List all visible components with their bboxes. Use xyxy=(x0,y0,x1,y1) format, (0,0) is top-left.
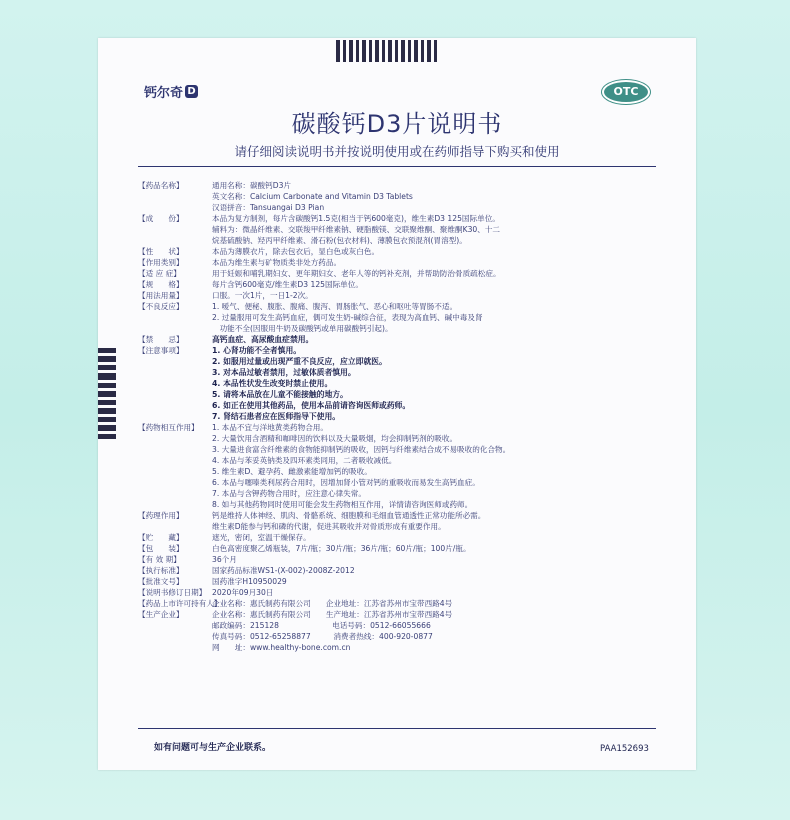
section-line: 每片含钙600毫克/维生素D3 125国际单位。 xyxy=(212,280,363,289)
section-row xyxy=(138,268,658,279)
top-barcode xyxy=(336,40,454,62)
document-subtitle: 请仔细阅读说明书并按说明使用或在药师指导下购买和使用 xyxy=(234,144,560,159)
section-row xyxy=(138,565,658,576)
section-label: 【贮 藏】 xyxy=(138,533,184,542)
section-line: 企业名称：惠氏制药有限公司 生产地址：江苏省苏州市宝带西路4号 xyxy=(212,610,453,619)
section-label: 【注意事项】 xyxy=(138,346,184,355)
section-line: 企业名称：惠氏制药有限公司 企业地址：江苏省苏州市宝带西路4号 xyxy=(212,599,453,608)
section-row xyxy=(138,290,658,301)
section-row xyxy=(138,587,658,598)
section-line: 用于妊娠和哺乳期妇女、更年期妇女、老年人等的钙补充剂，并帮助防治骨质疏松症。 xyxy=(212,269,501,278)
section-content xyxy=(212,587,658,598)
section-content xyxy=(212,279,658,290)
section-line: 1. 本品不宜与洋地黄类药物合用。 xyxy=(212,423,328,432)
footer-divider xyxy=(138,728,656,729)
side-barcode xyxy=(98,348,116,438)
section-row xyxy=(138,422,658,510)
section-content xyxy=(212,598,658,609)
section-content xyxy=(212,554,658,565)
section-label: 【规 格】 xyxy=(138,280,184,289)
section-line: 通用名称：碳酸钙D3片 xyxy=(212,181,292,190)
section-line: 国家药品标准WS1-(X-002)-2008Z-2012 xyxy=(212,566,355,575)
section-line: 辅料为：微晶纤维素、交联羧甲纤维素钠、硬脂酸镁、交联聚维酮、聚维酮K30、十二 xyxy=(212,225,501,234)
section-line: 7. 肾结石患者应在医师指导下使用。 xyxy=(212,412,341,421)
section-content xyxy=(212,609,658,653)
section-label: 【不良反应】 xyxy=(138,302,184,311)
section-line: 遮光，密闭，室温干燥保存。 xyxy=(212,533,311,542)
section-content xyxy=(212,576,658,587)
section-content xyxy=(212,532,658,543)
section-line: 网 址：www.healthy-bone.com.cn xyxy=(212,643,351,652)
section-line: 36个月 xyxy=(212,555,237,564)
section-label: 【药理作用】 xyxy=(138,511,184,520)
section-row xyxy=(138,532,658,543)
section-content xyxy=(212,301,658,334)
section-content xyxy=(212,180,658,213)
section-row xyxy=(138,334,658,345)
section-label: 【药品上市许可持有人】 xyxy=(138,599,222,608)
section-row xyxy=(138,180,658,213)
section-line: 本品为复方制剂，每片含碳酸钙1.5克(相当于钙600毫克)，维生素D3 125国际单位。 xyxy=(212,214,500,223)
section-line: 7. 本品与含钾药物合用时，应注意心律失常。 xyxy=(212,489,366,498)
section-row xyxy=(138,543,658,554)
section-line: 3. 对本品过敏者禁用，过敏体质者慎用。 xyxy=(212,368,356,377)
section-content xyxy=(212,257,658,268)
brand-logo xyxy=(144,82,198,101)
section-line: 2020年09月30日 xyxy=(212,588,274,597)
section-line: 维生素D能参与钙和磷的代谢，促进其吸收并对骨质形成有重要作用。 xyxy=(212,522,446,531)
brand-mark: D xyxy=(185,85,198,98)
section-line: 本品为薄膜衣片，除去包衣后，显白色或灰白色。 xyxy=(212,247,380,256)
section-content xyxy=(212,543,658,554)
section-label: 【药物相互作用】 xyxy=(138,423,199,432)
section-content xyxy=(212,334,658,345)
contact-note: 如有问题可与生产企业联系。 xyxy=(154,743,272,753)
brand-name: 钙尔奇 xyxy=(144,86,184,101)
section-line: 口服。一次1片，一日1-2次。 xyxy=(212,291,313,300)
section-line: 3. 大量进食富含纤维素的食物能抑制钙的吸收，因钙与纤维素结合成不易吸收的化合物。 xyxy=(212,445,511,454)
section-line: 白色高密度聚乙烯瓶装，7片/瓶；30片/瓶；36片/瓶；60片/瓶；100片/瓶。 xyxy=(212,544,471,553)
section-line: 国药准字H10950029 xyxy=(212,577,287,586)
section-content xyxy=(212,290,658,301)
section-label: 【生产企业】 xyxy=(138,610,184,619)
section-row xyxy=(138,257,658,268)
section-label: 【作用类别】 xyxy=(138,258,184,267)
section-label: 【成 份】 xyxy=(138,214,184,223)
section-line: 8. 如与其他药物同时使用可能会发生药物相互作用，详情请咨询医师或药师。 xyxy=(212,500,473,509)
section-row xyxy=(138,598,658,609)
section-line: 2. 大量饮用含酒精和咖啡因的饮料以及大量吸烟，均会抑制钙剂的吸收。 xyxy=(212,434,458,443)
section-row xyxy=(138,301,658,334)
header-divider xyxy=(138,166,656,167)
section-line: 5. 请将本品放在儿童不能接触的地方。 xyxy=(212,390,348,399)
section-label: 【药品名称】 xyxy=(138,181,184,190)
section-row xyxy=(138,510,658,532)
section-row xyxy=(138,246,658,257)
section-label: 【有 效 期】 xyxy=(138,555,181,564)
section-label: 【包 装】 xyxy=(138,544,184,553)
section-list xyxy=(138,180,658,653)
section-content xyxy=(212,345,658,422)
section-content xyxy=(212,422,658,510)
section-line: 功能不全(因服用牛奶及碳酸钙或单用碳酸钙引起)。 xyxy=(212,324,393,333)
section-line: 邮政编码：215128 电话号码：0512-66055666 xyxy=(212,621,431,630)
section-label: 【适 应 症】 xyxy=(138,269,181,278)
section-content xyxy=(212,268,658,279)
section-line: 6. 如正在使用其他药品，使用本品前请咨询医师或药师。 xyxy=(212,401,411,410)
section-row xyxy=(138,609,658,653)
section-line: 传真号码：0512-65258877 消费者热线：400-920-0877 xyxy=(212,632,433,641)
section-label: 【说明书修订日期】 xyxy=(138,588,207,597)
document-title: 碳酸钙D3片说明书 xyxy=(291,110,503,138)
section-line: 1. 嗳气、便秘、腹胀、腹痛、腹泻、胃肠胀气、恶心和呕吐等胃肠不适。 xyxy=(212,302,458,311)
section-row xyxy=(138,576,658,587)
section-line: 高钙血症、高尿酸血症禁用。 xyxy=(212,335,314,344)
section-label: 【禁 忌】 xyxy=(138,335,184,344)
section-label: 【用法用量】 xyxy=(138,291,184,300)
section-label: 【执行标准】 xyxy=(138,566,184,575)
section-line: 钙是维持人体神经、肌肉、骨骼系统、细胞膜和毛细血管通透性正常功能所必需。 xyxy=(212,511,486,520)
section-content xyxy=(212,510,658,532)
section-line: 2. 如服用过量或出现严重不良反应，应立即就医。 xyxy=(212,357,387,366)
section-line: 5. 维生素D、避孕药、雌激素能增加钙的吸收。 xyxy=(212,467,372,476)
section-line: 1. 心肾功能不全者慎用。 xyxy=(212,346,302,355)
section-line: 本品为维生素与矿物质类非处方药品。 xyxy=(212,258,342,267)
section-row xyxy=(138,279,658,290)
section-row xyxy=(138,554,658,565)
leaflet-sheet xyxy=(98,38,696,770)
section-row xyxy=(138,345,658,422)
otc-badge: OTC xyxy=(602,80,650,104)
section-line: 英文名称：Calcium Carbonate and Vitamin D3 Tablets xyxy=(212,192,413,201)
section-line: 4. 本品性状发生改变时禁止使用。 xyxy=(212,379,333,388)
section-line: 4. 本品与苯妥英钠类及四环素类同用，二者吸收减低。 xyxy=(212,456,397,465)
section-row xyxy=(138,213,658,246)
section-label: 【批准文号】 xyxy=(138,577,184,586)
section-content xyxy=(212,213,658,246)
section-line: 2. 过量服用可发生高钙血症，偶可发生奶-碱综合征，表现为高血钙、碱中毒及肾 xyxy=(212,313,483,322)
section-content xyxy=(212,246,658,257)
section-line: 汉语拼音：Tansuangai D3 Pian xyxy=(212,203,325,212)
document-code: PAA152693 xyxy=(600,744,649,754)
section-line: 烷基硫酸钠、羟丙甲纤维素、滑石粉(包衣材料)、薄膜包衣预混剂(胃溶型)。 xyxy=(212,236,467,245)
section-line: 6. 本品与噻嗪类利尿药合用时，因增加肾小管对钙的重吸收而易发生高钙血症。 xyxy=(212,478,480,487)
section-label: 【性 状】 xyxy=(138,247,184,256)
section-content xyxy=(212,565,658,576)
